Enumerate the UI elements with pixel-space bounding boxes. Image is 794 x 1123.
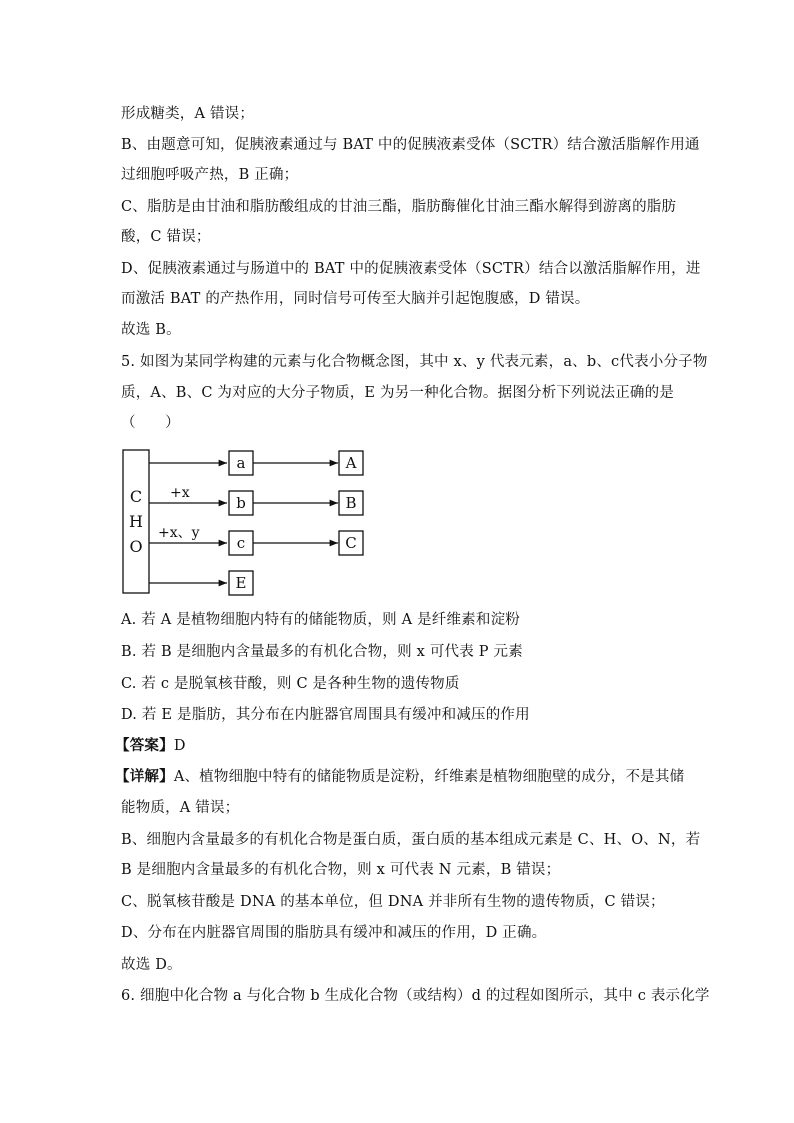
label-c: c (236, 534, 246, 552)
option-a: A. 若 A 是植物细胞内特有的储能物质，则 A 是纤维素和淀粉 (121, 612, 520, 628)
answer-value: D (173, 738, 186, 754)
option-b: B. 若 B 是细胞内含量最多的有机化合物，则 x 可代表 P 元素 (121, 644, 523, 660)
label-B: B (345, 494, 357, 512)
answer-tag: 【答案】 (115, 737, 174, 754)
text-line: C、脱氧核苷酸是 DNA 的基本单位，但 DNA 并非所有生物的遗传物质，C 错误； (121, 894, 665, 910)
detail-text: A、植物细胞中特有的储能物质是淀粉，纤维素是植物细胞壁的成分，不是其储 (173, 769, 685, 785)
arrow-label-xy: +x、y (158, 525, 200, 541)
text-line: C、脂肪是由甘油和脂肪酸组成的甘油三酯，脂肪酶催化甘油三酯水解得到游离的脂肪 (121, 199, 677, 215)
text-line: 而激活 BAT 的产热作用，同时信号可传至大脑并引起饱腹感，D 错误。 (121, 291, 590, 307)
detail-tag: 【详解】 (115, 768, 174, 785)
text-line: B 是细胞内含量最多的有机化合物，则 x 可代表 N 元素，B 错误； (121, 862, 561, 878)
element-o: O (129, 537, 143, 556)
text-line: 故选 D。 (121, 957, 182, 973)
text-line: 过细胞呼吸产热，B 正确； (121, 167, 299, 183)
label-a: a (236, 454, 246, 472)
label-A: A (345, 454, 357, 472)
text-line: 形成糖类，A 错误； (121, 106, 255, 122)
text-line: B、由题意可知，促胰液素通过与 BAT 中的促胰液素受体（SCTR）结合激活脂解作用通 (121, 137, 700, 153)
label-E: E (235, 574, 247, 592)
text-line: 能物质，A 错误； (121, 800, 240, 816)
detail-line (115, 767, 684, 787)
question-stem: 质，A、B、C 为对应的大分子物质，E 为另一种化合物。据图分析下列说法正确的是 (121, 385, 675, 401)
question-stem: 5. 如图为某同学构建的元素与化合物概念图，其中 x、y 代表元素，a、b、c代表小分子物 (121, 354, 708, 370)
element-h: H (129, 512, 143, 531)
option-d: D. 若 E 是脂肪，其分布在内脏器官周围具有缓冲和减压的作用 (121, 707, 530, 723)
text-line: D、分布在内脏器官周围的脂肪具有缓冲和减压的作用，D 正确。 (121, 925, 547, 941)
arrow-label-x: +x (170, 485, 190, 501)
option-c: C. 若 c 是脱氧核苷酸，则 C 是各种生物的遗传物质 (121, 676, 460, 692)
text-line: D、促胰液素通过与肠道中的 BAT 中的促胰液素受体（SCTR）结合以激活脂解作用，进 (121, 261, 701, 277)
text-line: 酸，C 错误； (121, 229, 211, 245)
text-line: B、细胞内含量最多的有机化合物是蛋白质，蛋白质的基本组成元素是 C、H、O、N，若 (121, 832, 701, 848)
label-b: b (236, 494, 246, 512)
text-line: 故选 B。 (121, 322, 181, 338)
answer-line (115, 736, 186, 756)
element-c: C (129, 487, 143, 506)
question-stem: 6. 细胞中化合物 a 与化合物 b 生成化合物（或结构）d 的过程如图所示，其中 c 表示化学 (121, 988, 710, 1004)
question-blank: （ ） (121, 415, 180, 431)
label-C: C (345, 534, 357, 552)
concept-diagram (120, 446, 370, 601)
